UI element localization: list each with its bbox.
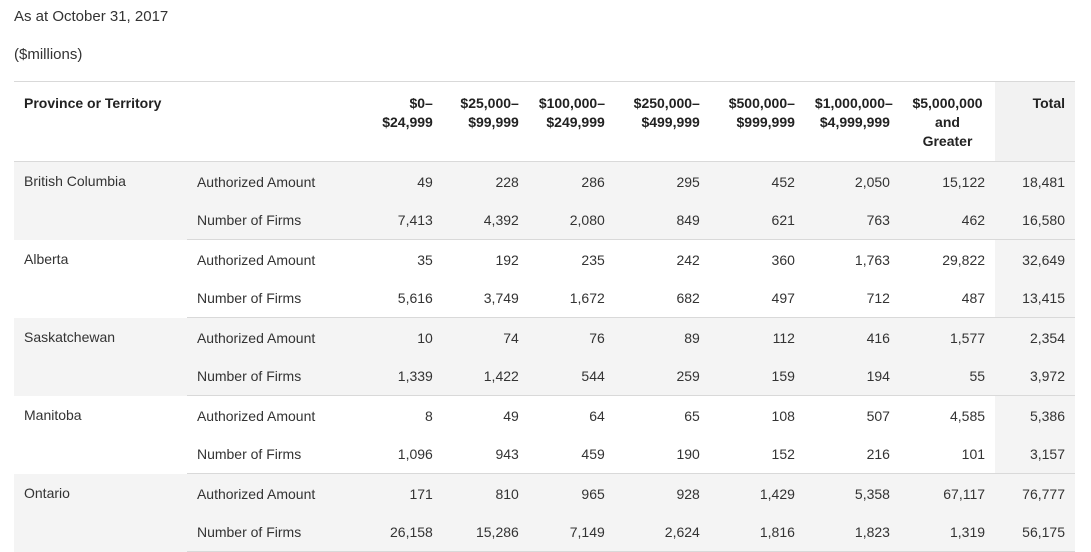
value-cell: 763 — [805, 201, 900, 240]
value-cell: 112 — [710, 318, 805, 358]
metric-label: Authorized Amount — [187, 318, 357, 358]
table-row — [14, 162, 1075, 202]
value-cell: 943 — [443, 435, 529, 474]
value-cell: 216 — [805, 435, 900, 474]
metric-label: Authorized Amount — [187, 240, 357, 280]
value-cell: 152 — [710, 435, 805, 474]
total-cell: 18,481 — [995, 162, 1075, 202]
total-cell: 3,157 — [995, 435, 1075, 474]
value-cell: 242 — [615, 240, 710, 280]
value-cell: 2,624 — [615, 513, 710, 552]
total-cell: 32,649 — [995, 240, 1075, 280]
value-cell: 228 — [443, 162, 529, 202]
value-cell: 286 — [529, 162, 615, 202]
value-cell: 2,050 — [805, 162, 900, 202]
value-cell: 452 — [710, 162, 805, 202]
value-cell: 1,577 — [900, 318, 995, 358]
header-range-6: $1,000,000– $4,999,999 — [805, 82, 900, 162]
value-cell: 621 — [710, 201, 805, 240]
value-cell: 171 — [357, 474, 443, 514]
header-province: Province or Territory — [14, 82, 357, 162]
value-cell: 2,080 — [529, 201, 615, 240]
value-cell: 49 — [443, 396, 529, 436]
value-cell: 74 — [443, 318, 529, 358]
table-caption-units: ($millions) — [14, 46, 83, 63]
metric-label: Number of Firms — [187, 357, 357, 396]
value-cell: 497 — [710, 279, 805, 318]
value-cell: 67,117 — [900, 474, 995, 514]
value-cell: 15,286 — [443, 513, 529, 552]
province-group — [14, 318, 1075, 396]
value-cell: 712 — [805, 279, 900, 318]
lending-table — [14, 81, 1075, 552]
value-cell: 26,158 — [357, 513, 443, 552]
header-range-2: $25,000– $99,999 — [443, 82, 529, 162]
value-cell: 4,585 — [900, 396, 995, 436]
value-cell: 928 — [615, 474, 710, 514]
value-cell: 1,319 — [900, 513, 995, 552]
value-cell: 416 — [805, 318, 900, 358]
value-cell: 259 — [615, 357, 710, 396]
value-cell: 810 — [443, 474, 529, 514]
value-cell: 5,616 — [357, 279, 443, 318]
value-cell: 1,339 — [357, 357, 443, 396]
total-cell: 76,777 — [995, 474, 1075, 514]
value-cell: 76 — [529, 318, 615, 358]
value-cell: 35 — [357, 240, 443, 280]
value-cell: 194 — [805, 357, 900, 396]
value-cell: 10 — [357, 318, 443, 358]
metric-label: Authorized Amount — [187, 396, 357, 436]
value-cell: 159 — [710, 357, 805, 396]
value-cell: 15,122 — [900, 162, 995, 202]
value-cell: 1,823 — [805, 513, 900, 552]
metric-label: Number of Firms — [187, 201, 357, 240]
total-cell: 5,386 — [995, 396, 1075, 436]
province-name: British Columbia — [14, 162, 187, 240]
header-range-3: $100,000– $249,999 — [529, 82, 615, 162]
table-row — [14, 396, 1075, 436]
value-cell: 1,096 — [357, 435, 443, 474]
header-range-4: $250,000– $499,999 — [615, 82, 710, 162]
province-name: Saskatchewan — [14, 318, 187, 396]
value-cell: 8 — [357, 396, 443, 436]
province-group — [14, 240, 1075, 318]
value-cell: 544 — [529, 357, 615, 396]
metric-label: Number of Firms — [187, 279, 357, 318]
total-cell: 13,415 — [995, 279, 1075, 318]
value-cell: 7,149 — [529, 513, 615, 552]
value-cell: 965 — [529, 474, 615, 514]
value-cell: 295 — [615, 162, 710, 202]
value-cell: 1,429 — [710, 474, 805, 514]
province-group — [14, 396, 1075, 474]
value-cell: 65 — [615, 396, 710, 436]
value-cell: 1,816 — [710, 513, 805, 552]
value-cell: 1,422 — [443, 357, 529, 396]
value-cell: 3,749 — [443, 279, 529, 318]
value-cell: 1,672 — [529, 279, 615, 318]
header-row — [14, 82, 1075, 162]
value-cell: 89 — [615, 318, 710, 358]
table-row — [14, 474, 1075, 514]
value-cell: 459 — [529, 435, 615, 474]
value-cell: 4,392 — [443, 201, 529, 240]
province-group — [14, 162, 1075, 240]
value-cell: 487 — [900, 279, 995, 318]
table-caption-date: As at October 31, 2017 — [14, 8, 169, 25]
metric-label: Number of Firms — [187, 435, 357, 474]
value-cell: 190 — [615, 435, 710, 474]
value-cell: 101 — [900, 435, 995, 474]
value-cell: 64 — [529, 396, 615, 436]
value-cell: 235 — [529, 240, 615, 280]
total-cell: 3,972 — [995, 357, 1075, 396]
value-cell: 7,413 — [357, 201, 443, 240]
province-name: Manitoba — [14, 396, 187, 474]
value-cell: 108 — [710, 396, 805, 436]
table-row — [14, 318, 1075, 358]
header-range-5: $500,000– $999,999 — [710, 82, 805, 162]
header-total: Total — [995, 82, 1075, 162]
total-cell: 56,175 — [995, 513, 1075, 552]
metric-label: Authorized Amount — [187, 474, 357, 514]
total-cell: 16,580 — [995, 201, 1075, 240]
province-group — [14, 474, 1075, 552]
value-cell: 507 — [805, 396, 900, 436]
value-cell: 682 — [615, 279, 710, 318]
table-row — [14, 240, 1075, 280]
value-cell: 55 — [900, 357, 995, 396]
metric-label: Number of Firms — [187, 513, 357, 552]
value-cell: 462 — [900, 201, 995, 240]
value-cell: 1,763 — [805, 240, 900, 280]
value-cell: 49 — [357, 162, 443, 202]
value-cell: 29,822 — [900, 240, 995, 280]
header-range-7: $5,000,000 and Greater — [900, 82, 995, 162]
value-cell: 192 — [443, 240, 529, 280]
value-cell: 5,358 — [805, 474, 900, 514]
province-name: Ontario — [14, 474, 187, 552]
metric-label: Authorized Amount — [187, 162, 357, 202]
province-name: Alberta — [14, 240, 187, 318]
total-cell: 2,354 — [995, 318, 1075, 358]
value-cell: 849 — [615, 201, 710, 240]
value-cell: 360 — [710, 240, 805, 280]
header-range-1: $0– $24,999 — [357, 82, 443, 162]
